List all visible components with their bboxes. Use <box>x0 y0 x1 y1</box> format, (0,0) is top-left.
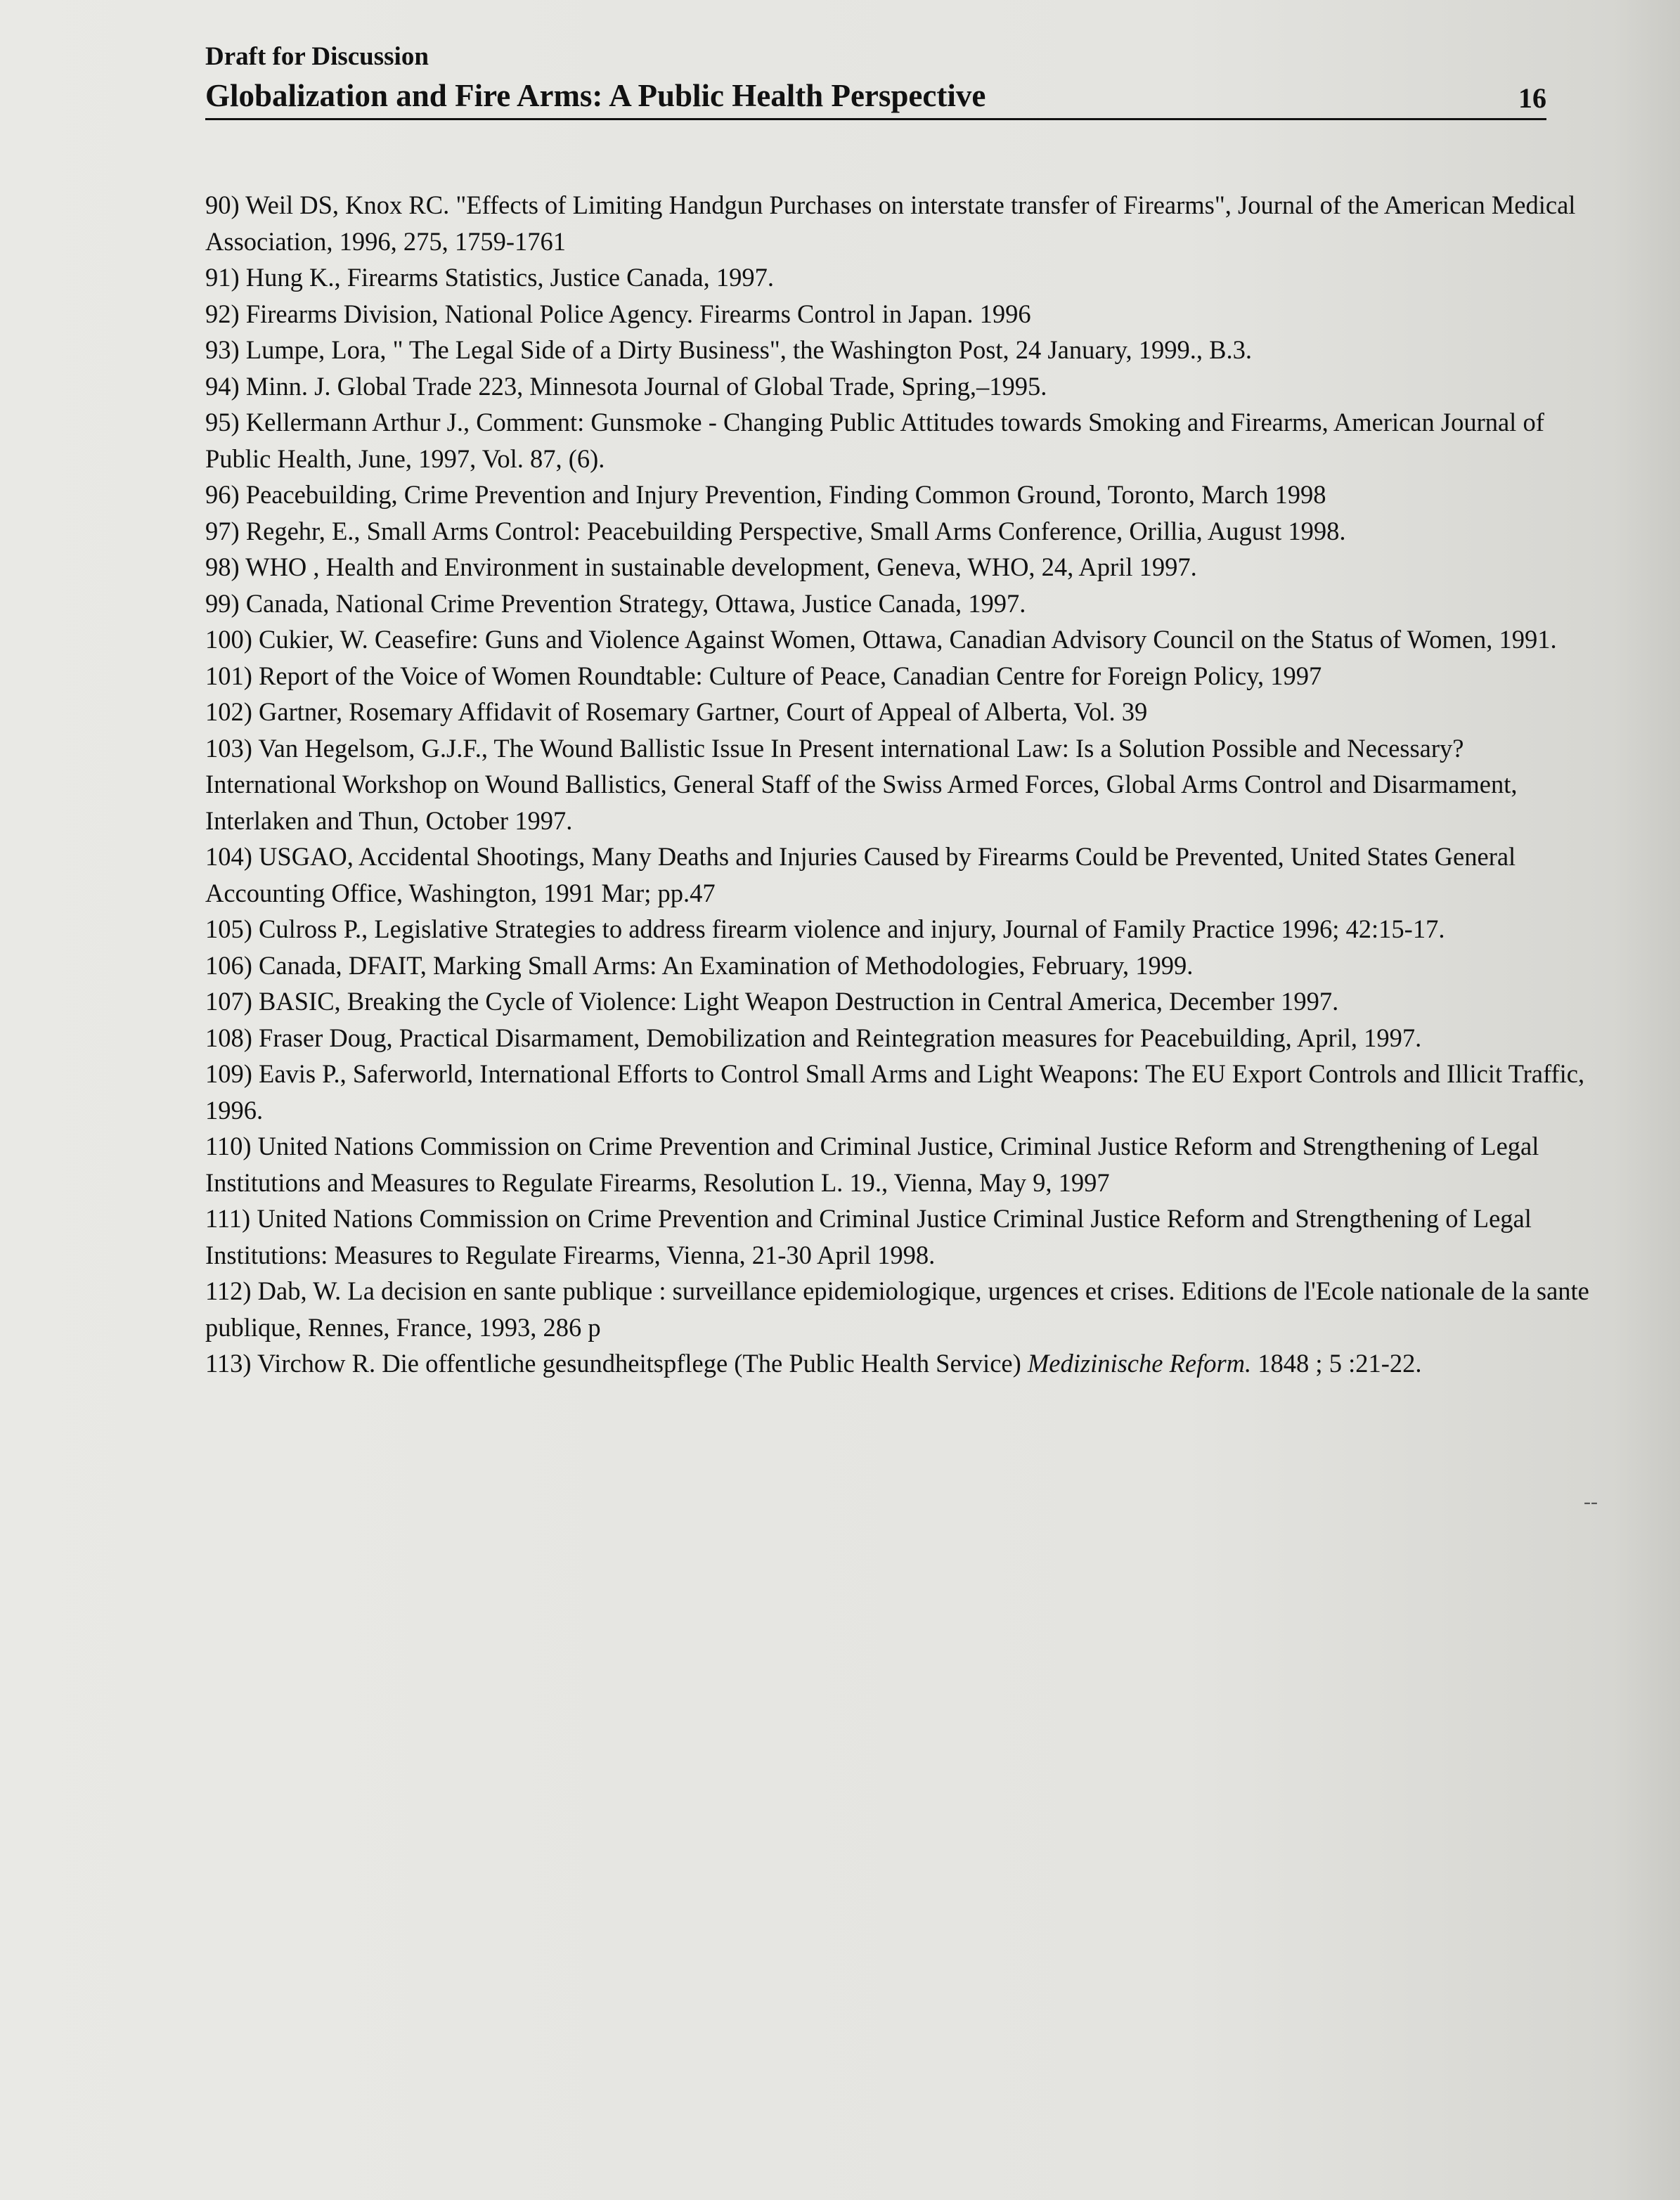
reference-item: 110) United Nations Commission on Crime Prevention and Criminal Justice, Criminal Justice Reform and Strengthening of Legal Institutions and Measures to Regulate Firearms, Resolution L. 19., Vienna, May 9, 1997 <box>205 1132 1539 1197</box>
document-title: Globalization and Fire Arms: A Public Health Perspective <box>205 78 986 113</box>
reference-item: 111) United Nations Commission on Crime Prevention and Criminal Justice Criminal Justice Reform and Strengthening of Legal Institutions: Measures to Regulate Firearms, Vienna, 21-30 April 1998. <box>205 1204 1532 1269</box>
reference-item: 104) USGAO, Accidental Shootings, Many Deaths and Injuries Caused by Firearms Could be Prevented, United States General Accounting Office, Washington, 1991 Mar; pp.47 <box>205 842 1516 907</box>
reference-item: 112) Dab, W. La decision en sante publique : surveillance epidemiologique, urgences et crises. Editions de l'Ecole nationale de la sante publique, Rennes, France, 1993, 286 p <box>205 1276 1589 1342</box>
reference-item: 105) Culross P., Legislative Strategies to address firearm violence and injury, Journal of Family Practice 1996; 42:15-17. <box>205 914 1445 943</box>
reference-item: 108) Fraser Doug, Practical Disarmament, Demobilization and Reintegration measures for Peacebuilding, April, 1997. <box>205 1023 1422 1052</box>
reference-item-last <box>205 1345 1597 1382</box>
page-number: 16 <box>1518 82 1546 114</box>
reference-item: 106) Canada, DFAIT, Marking Small Arms: An Examination of Methodologies, February, 1999. <box>205 950 1194 980</box>
reference-item: 93) Lumpe, Lora, " The Legal Side of a Dirty Business", the Washington Post, 24 January, 1999., B.3. <box>205 335 1253 364</box>
reference-item: 100) Cukier, W. Ceasefire: Guns and Violence Against Women, Ottawa, Canadian Advisory Council on the Status of Women, 1991. <box>205 625 1557 654</box>
reference-item: 98) WHO , Health and Environment in sustainable development, Geneva, WHO, 24, April 1997. <box>205 552 1197 581</box>
journal-title: Medizinische Reform. <box>1027 1349 1252 1378</box>
reference-item: 95) Kellermann Arthur J., Comment: Gunsmoke - Changing Public Attitudes towards Smoking and Firearms, American Journal of Public Health, June, 1997, Vol. 87, (6). <box>205 408 1544 473</box>
reference-item: 101) Report of the Voice of Women Roundtable: Culture of Peace, Canadian Centre for Foreign Policy, 1997 <box>205 661 1322 690</box>
reference-item: 102) Gartner, Rosemary Affidavit of Rosemary Gartner, Court of Appeal of Alberta, Vol. 39 <box>205 697 1148 726</box>
reference-item: 97) Regehr, E., Small Arms Control: Peacebuilding Perspective, Small Arms Conference, Orillia, August 1998. <box>205 516 1346 545</box>
reference-item: 92) Firearms Division, National Police Agency. Firearms Control in Japan. 1996 <box>205 299 1031 328</box>
reference-item: 99) Canada, National Crime Prevention Strategy, Ottawa, Justice Canada, 1997. <box>205 588 1026 618</box>
margin-mark: -- <box>1584 1490 1598 1513</box>
reference-item: 90) Weil DS, Knox RC. "Effects of Limiting Handgun Purchases on interstate transfer of Firearms", Journal of the American Medical Association, 1996, 275, 1759-1761 <box>205 190 1576 256</box>
reference-item: 107) BASIC, Breaking the Cycle of Violence: Light Weapon Destruction in Central America, December 1997. <box>205 987 1339 1016</box>
reference-item: 103) Van Hegelsom, G.J.F., The Wound Ballistic Issue In Present international Law: Is a Solution Possible and Necessary? International Workshop on Wound Ballistics, General Staff of the Swiss Armed Forces, Global Arms Control and Disarmament, Interlaken and Thun, October 1997. <box>205 733 1518 835</box>
reference-list <box>205 187 1597 1382</box>
header-title-row <box>205 73 1546 120</box>
reference-text: 113) Virchow R. Die offentliche gesundheitspflege (The Public Health Service) <box>205 1349 1028 1378</box>
reference-item: 94) Minn. J. Global Trade 223, Minnesota Journal of Global Trade, Spring,–1995. <box>205 371 1047 401</box>
reference-item: 91) Hung K., Firearms Statistics, Justice Canada, 1997. <box>205 263 774 292</box>
page-header <box>205 41 1546 120</box>
reference-item: 96) Peacebuilding, Crime Prevention and Injury Prevention, Finding Common Ground, Toronto, March 1998 <box>205 480 1326 509</box>
reference-text-tail: 1848 ; 5 :21-22. <box>1251 1349 1422 1378</box>
reference-item: 109) Eavis P., Saferworld, International Efforts to Control Small Arms and Light Weapons: The EU Export Controls and Illicit Traffic, 1996. <box>205 1059 1585 1125</box>
draft-label: Draft for Discussion <box>205 42 429 71</box>
